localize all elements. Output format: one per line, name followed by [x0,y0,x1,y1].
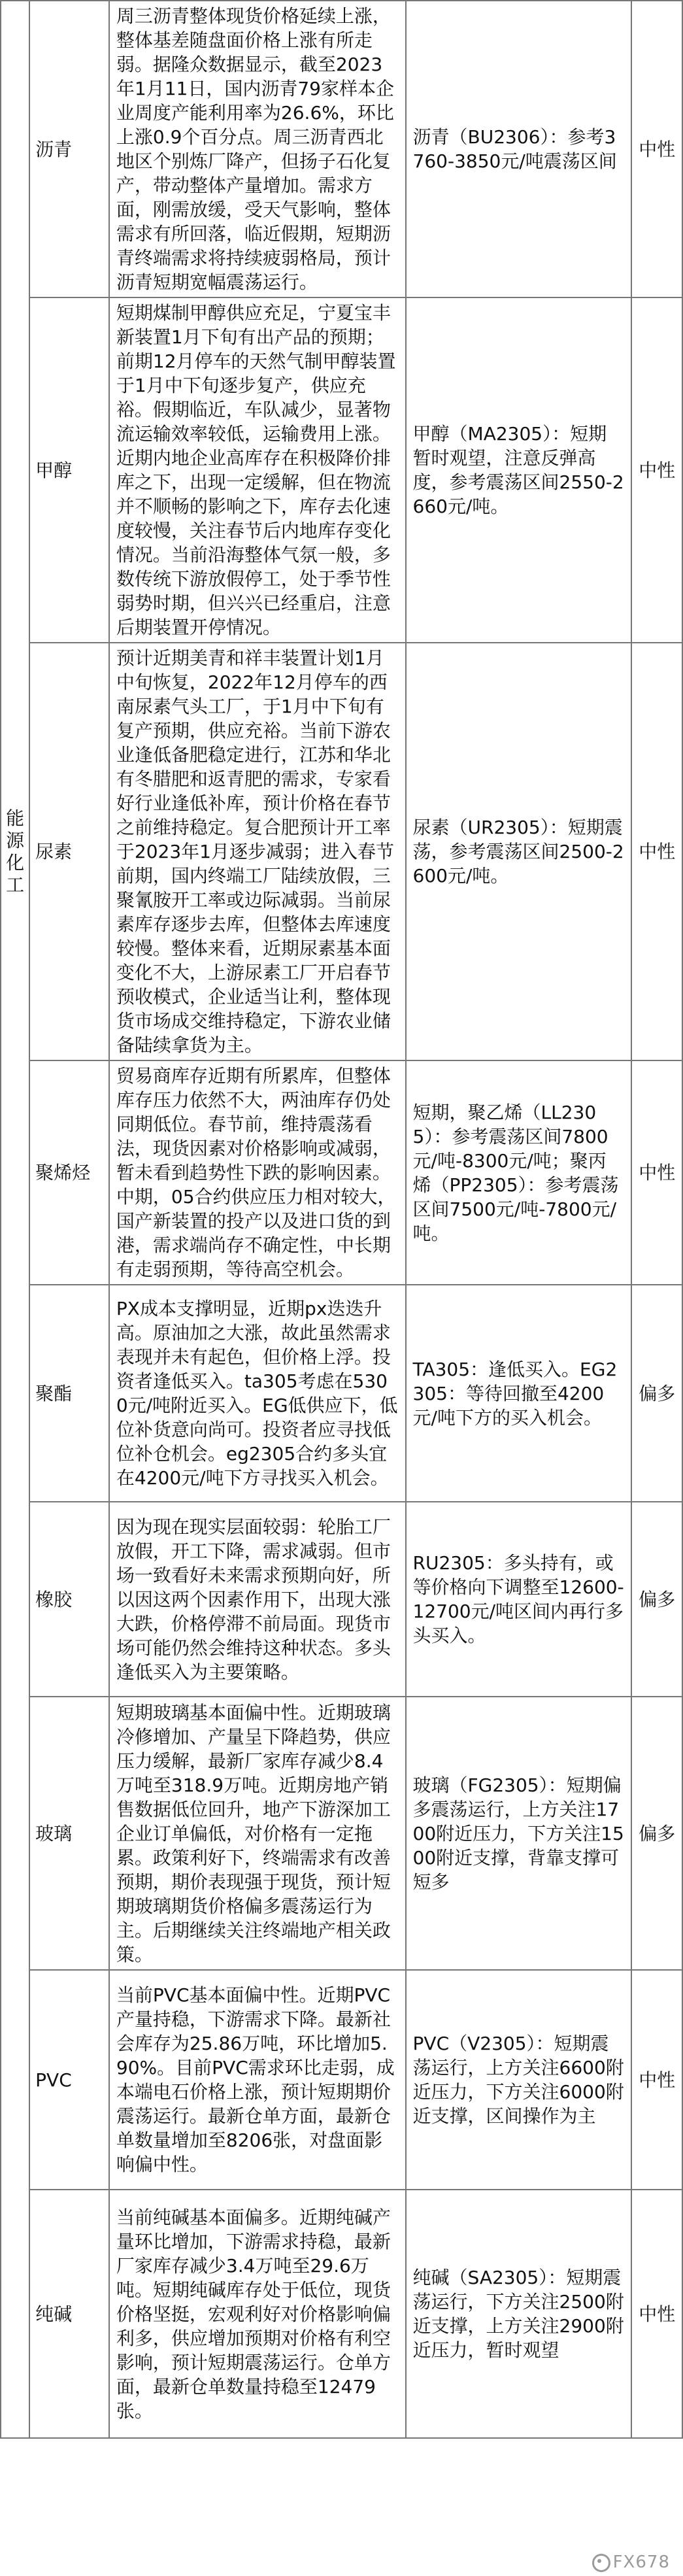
table-row [1,2190,682,2438]
sector-cell [1,1697,29,1970]
outlook-rating: 中性 [631,643,682,1060]
commodity-name: 聚烯烃 [29,1060,109,1285]
market-analysis: 当前纯碱基本面偏多。近期纯碱产量环比增加，下游需求持稳，最新厂家库存减少3.4万吨至29.6万吨。短期纯碱库存处于低位，现货价格坚挺，宏观利好对价格影响偏利多，供应增加预期对价格有利空影响，预计短期震荡运行。仓单方面，最新仓单数量持稳至12479张。 [109,2190,406,2438]
sector-cell [1,1,29,297]
trading-strategy: PVC（V2305）：短期震荡运行，上方关注6600附近压力，下方关注6000附近支撑，区间操作为主 [406,1970,632,2190]
commodity-name: PVC [29,1970,109,2190]
trading-strategy: RU2305：多头持有，或等价格向下调整至12600-12700元/吨区间内再行多头买入。 [406,1502,632,1697]
sector-cell [1,1060,29,1285]
table-row [1,643,682,1060]
outlook-rating: 中性 [631,297,682,643]
table-row [1,1502,682,1697]
market-analysis: 因为现在现实层面较弱：轮胎工厂放假，开工下降，需求减弱。但市场一致看好未来需求预期向好，所以因这两个因素作用下，出现大涨大跌，价格停滞不前局面。现货市场可能仍然会维持这种状态。多头逢低买入为主要策略。 [109,1502,406,1697]
commodity-name: 沥青 [29,1,109,297]
sector-cell [1,2190,29,2438]
outlook-rating: 中性 [631,1060,682,1285]
market-analysis: PX成本支撑明显，近期px迭迭升高。原油加之大涨，故此虽然需求表现并未有起色，但价格上浮。投资者逢低买入。ta305考虑在5300元/吨附近买入。EG低供应下，低位补货意向尚可。投资者应寻找低位补仓机会。eg2305合约多头宜在4200元/吨下方寻找买入机会。 [109,1285,406,1502]
fx678-watermark [592,2552,670,2572]
outlook-rating: 中性 [631,1,682,297]
market-analysis: 预计近期美青和祥丰装置计划1月中旬恢复，2022年12月停车的西南尿素气头工厂，于1月中下旬有复产预期，供应充裕。当前下游农业逢低备肥稳定进行，江苏和华北有冬腊肥和返青肥的需求，专家看好行业逢低补库，预计价格在春节之前维持稳定。复合肥预计开工率于2023年1月逐步减弱；进入春节前期，国内终端工厂陆续放假，三聚氰胺开工率或边际减弱。当前尿素库存逐步去库，但整体去库速度较慢。整体来看，近期尿素基本面变化不大，上游尿素工厂开启春节预收模式，企业适当让利，整体现货市场成交维持稳定，下游农业储备陆续拿货为主。 [109,643,406,1060]
watermark-text: FX678 [612,2552,670,2572]
table-row [1,1285,682,1502]
market-analysis: 贸易商库存近期有所累库，但整体库存压力依然不大，两油库存仍处同期低位。春节前，维持震荡看法，现货因素对价格影响或减弱，暂未看到趋势性下跌的影响因素。中期，05合约供应压力相对较大，国产新装置的投产以及进口货的到港，需求端尚存不确定性，中长期有走弱预期，等待高空机会。 [109,1060,406,1285]
outlook-rating: 偏多 [631,1502,682,1697]
commodity-name: 橡胶 [29,1502,109,1697]
market-analysis: 短期玻璃基本面偏中性。近期玻璃冷修增加、产量呈下降趋势，供应压力缓解，最新厂家库存减少8.4万吨至318.9万吨。近期房地产销售数据低位回升，地产下游深加工企业订单偏低，对价格有一定拖累。政策利好下，终端需求有改善预期，期价表现强于现货，预计短期玻璃期货价格偏多震荡运行为主。后期继续关注终端地产相关政策。 [109,1697,406,1970]
sector-cell [1,1502,29,1697]
trading-strategy: 短期，聚乙烯（LL2305）：参考震荡区间7800元/吨-8300元/吨；聚丙烯（PP2305）：参考震荡区间7500元/吨-7800元/吨。 [406,1060,632,1285]
trading-strategy: 沥青（BU2306）：参考3760-3850元/吨震荡区间 [406,1,632,297]
table-row [1,1697,682,1970]
commodity-name: 聚酯 [29,1285,109,1502]
commodity-name: 玻璃 [29,1697,109,1970]
commodity-name: 甲醇 [29,297,109,643]
commodity-name: 纯碱 [29,2190,109,2438]
sector-label: 能源化工 [6,807,25,896]
market-analysis: 短期煤制甲醇供应充足，宁夏宝丰新装置1月下旬有出产品的预期；前期12月停车的天然气制甲醇装置于1月中下旬逐步复产，供应充裕。假期临近，车队减少，显著物流运输效率较低，运输费用上涨。近期内地企业高库存在积极降价排库之下，出现一定缓解，但在物流并不顺畅的影响之下，库存去化速度较慢，关注春节后内地库存变化情况。当前沿海整体气氛一般，多数传统下游放假停工，处于季节性弱势时期，但兴兴已经重启，注意后期装置开停情况。 [109,297,406,643]
table-row [1,1970,682,2190]
sector-cell [1,297,29,643]
table-row [1,1,682,297]
outlook-rating: 中性 [631,2190,682,2438]
table-row [1,297,682,643]
sector-label-cell [1,643,29,1060]
trading-strategy: 玻璃（FG2305）：短期偏多震荡运行，上方关注1700附近压力，下方关注1500附近支撑，背靠支撑可短多 [406,1697,632,1970]
trading-strategy: 纯碱（SA2305）：短期震荡运行，下方关注2500附近支撑，上方关注2900附近压力，暂时观望 [406,2190,632,2438]
sector-cell [1,1285,29,1502]
trading-strategy: 甲醇（MA2305）：短期暂时观望，注意反弹高度，参考震荡区间2550-2660元/吨。 [406,297,632,643]
outlook-rating: 偏多 [631,1285,682,1502]
fx678-logo-icon [592,2554,610,2572]
table-row [1,1060,682,1285]
outlook-rating: 偏多 [631,1697,682,1970]
market-analysis: 当前PVC基本面偏中性。近期PVC产量持稳，下游需求下降。最新社会库存为25.86万吨，环比增加5.90%。目前PVC需求环比走弱，成本端电石价格上涨，预计短期期价震荡运行。最新仓单方面，最新仓单数量增加至8206张，对盘面影响偏中性。 [109,1970,406,2190]
trading-strategy: 尿素（UR2305）：短期震荡，参考震荡区间2500-2600元/吨。 [406,643,632,1060]
commodity-name: 尿素 [29,643,109,1060]
table-body [1,1,682,2438]
sector-cell [1,1970,29,2190]
market-analysis: 周三沥青整体现货价格延续上涨，整体基差随盘面价格上涨有所走弱。据隆众数据显示，截至2023年1月11日，国内沥青79家样本企业周度产能利用率为26.6%，环比上涨0.9个百分点。周三沥青西北地区个别炼厂降产，但扬子石化复产，带动整体产量增加。需求方面，刚需放缓，受天气影响，整体需求有所回落，临近假期，短期沥青终端需求将持续疲弱格局，预计沥青短期宽幅震荡运行。 [109,1,406,297]
trading-strategy: TA305：逢低买入。EG2305：等待回撤至4200元/吨下方的买入机会。 [406,1285,632,1502]
outlook-rating: 中性 [631,1970,682,2190]
